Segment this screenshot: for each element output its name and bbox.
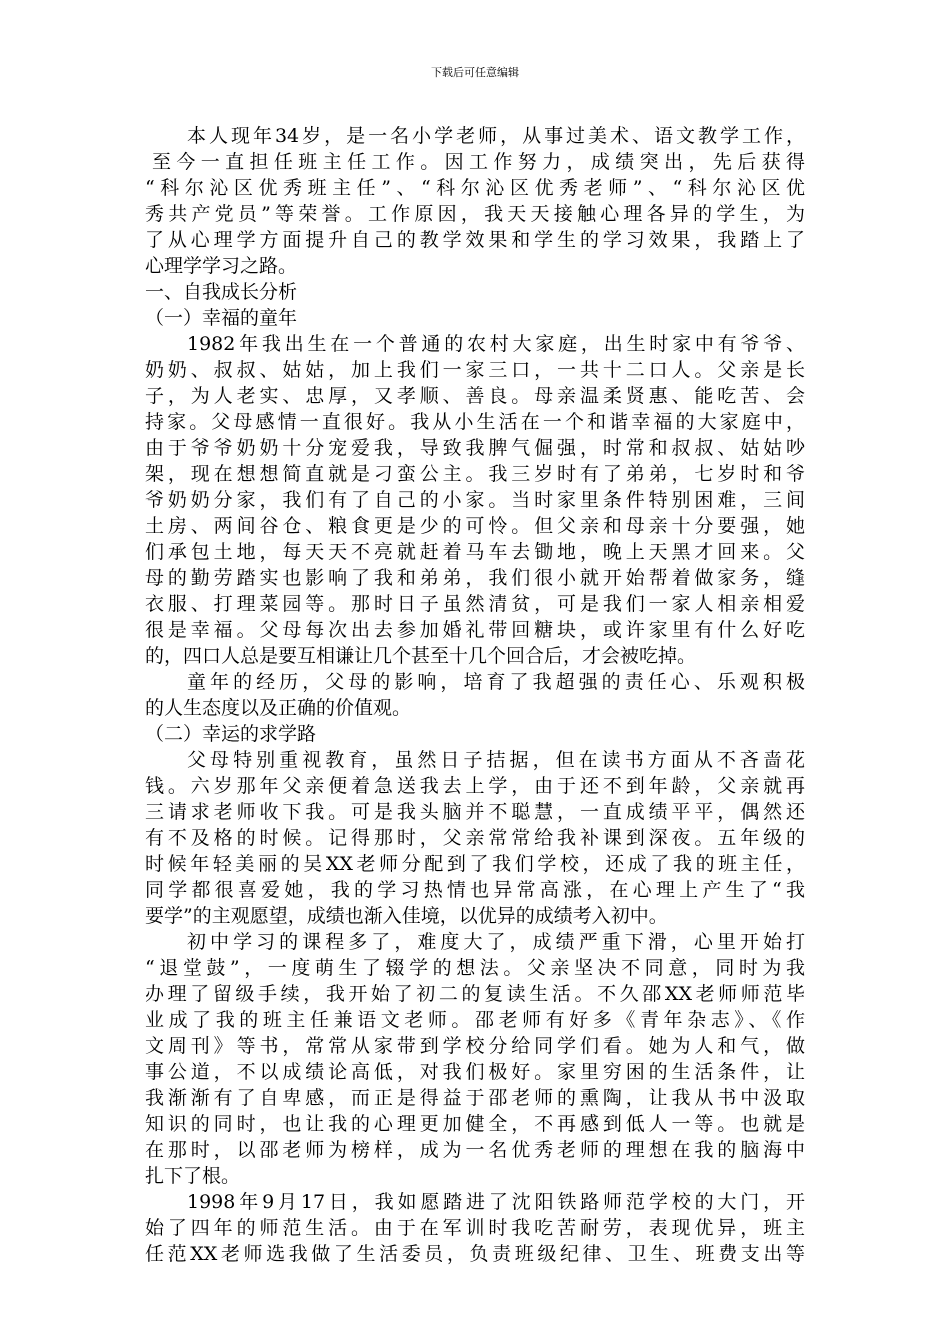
text-line: 在那时，以邵老师为榜样，成为一名优秀老师的理想在我的脑海中 (145, 1139, 805, 1161)
text-line: 一、自我成长分析 (145, 281, 298, 303)
text-line: 了从心理学方面提升自己的教学效果和学生的学习效果，我踏上了 (145, 229, 805, 251)
text-line: （二）幸运的求学路 (145, 723, 317, 745)
text-line: 父母特别重视教育，虽然日子拮据，但在读书方面从不吝啬花 (187, 749, 805, 771)
text-line: 知识的同时，也让我的心理更加健全，不再感到低人一等。也就是 (145, 1113, 805, 1135)
text-line: 土房、两间谷仓、粮食更是少的可怜。但父亲和母亲十分要强，她 (145, 515, 805, 537)
text-line: 架，现在想想简直就是刁蛮公主。我三岁时有了弟弟，七岁时和爷 (145, 463, 805, 485)
text-line: 始了四年的师范生活。由于在军训时我吃苦耐劳，表现优异，班主 (145, 1217, 805, 1239)
text-line: “退堂鼓”，一度萌生了辍学的想法。父亲坚决不同意，同时为我 (145, 957, 805, 979)
text-line: 任范XX老师选我做了生活委员，负责班级纪律、卫生、班费支出等 (145, 1243, 805, 1265)
text-line: 母的勤劳踏实也影响了我和弟弟，我们很小就开始帮着做家务，缝 (145, 567, 805, 589)
text-line: 文周刊》等书，常常从家带到学校分给同学们看。她为人和气，做 (145, 1035, 805, 1057)
text-line: 事公道，不以成绩论高低，对我们极好。家里穷困的生活条件，让 (145, 1061, 805, 1083)
text-line: 至今一直担任班主任工作。因工作努力，成绩突出，先后获得 (152, 151, 805, 173)
text-line: 的，四口人总是要互相谦让几个甚至十几个回合后，才会被吃掉。 (145, 645, 697, 667)
page-header: 下载后可任意编辑 (431, 66, 519, 79)
text-line: 时候年轻美丽的吴XX老师分配到了我们学校，还成了我的班主任， (145, 853, 805, 875)
text-line: 心理学学习之路。 (145, 255, 298, 277)
text-line: 衣服、打理菜园等。那时日子虽然清贫，可是我们一家人相亲相爱 (145, 593, 805, 615)
text-line: 有不及格的时候。记得那时，父亲常常给我补课到深夜。五年级的 (145, 827, 805, 849)
text-line: 1982年我出生在一个普通的农村大家庭，出生时家中有爷爷、 (187, 333, 805, 355)
text-line: 同学都很喜爱她，我的学习热情也异常高涨，在心理上产生了“我 (145, 879, 805, 901)
text-line: 持家。父母感情一直很好。我从小生活在一个和谐幸福的大家庭中， (145, 411, 805, 433)
text-line: 秀共产党员”等荣誉。工作原因，我天天接触心理各异的学生，为 (145, 203, 805, 225)
text-line: 钱。六岁那年父亲便着急送我去上学，由于还不到年龄，父亲就再 (145, 775, 805, 797)
document-body (145, 123, 805, 1267)
text-line: “科尔沁区优秀班主任”、“科尔沁区优秀老师”、“科尔沁区优 (145, 177, 805, 199)
text-line: （一）幸福的童年 (145, 307, 298, 329)
text-line: 奶奶、叔叔、姑姑，加上我们一家三口，一共十二口人。父亲是长 (145, 359, 805, 381)
text-line: 的人生态度以及正确的价值观。 (145, 697, 412, 719)
text-line: 由于爷爷奶奶十分宠爱我，导致我脾气倔强，时常和叔叔、姑姑吵 (145, 437, 805, 459)
text-line: 童年的经历，父母的影响，培育了我超强的责任心、乐观积极 (187, 671, 805, 693)
text-line: 要学”的主观愿望，成绩也渐入佳境，以优异的成绩考入初中。 (145, 905, 668, 927)
text-line: 扎下了根。 (145, 1165, 241, 1187)
text-line: 初中学习的课程多了，难度大了，成绩严重下滑，心里开始打 (187, 931, 805, 953)
text-line: 三请求老师收下我。可是我头脑并不聪慧，一直成绩平平，偶然还 (145, 801, 805, 823)
text-line: 们承包土地，每天天不亮就赶着马车去锄地，晚上天黑才回来。父 (145, 541, 805, 563)
text-line: 办理了留级手续，我开始了初二的复读生活。不久邵XX老师师范毕 (145, 983, 805, 1005)
text-line: 很是幸福。父母每次出去参加婚礼带回糖块，或许家里有什么好吃 (145, 619, 805, 641)
text-line: 子，为人老实、忠厚，又孝顺、善良。母亲温柔贤惠、能吃苦、会 (145, 385, 805, 407)
text-line: 我渐渐有了自卑感，而正是得益于邵老师的熏陶，让我从书中汲取 (145, 1087, 805, 1109)
text-line: 业成了我的班主任兼语文老师。邵老师有好多《青年杂志》、《作 (145, 1009, 805, 1031)
text-line: 爷奶奶分家，我们有了自己的小家。当时家里条件特别困难，三间 (145, 489, 805, 511)
text-line: 本人现年34岁，是一名小学老师，从事过美术、语文教学工作， (187, 125, 805, 147)
text-line: 1998年9月17日，我如愿踏进了沈阳铁路师范学校的大门，开 (187, 1191, 805, 1213)
